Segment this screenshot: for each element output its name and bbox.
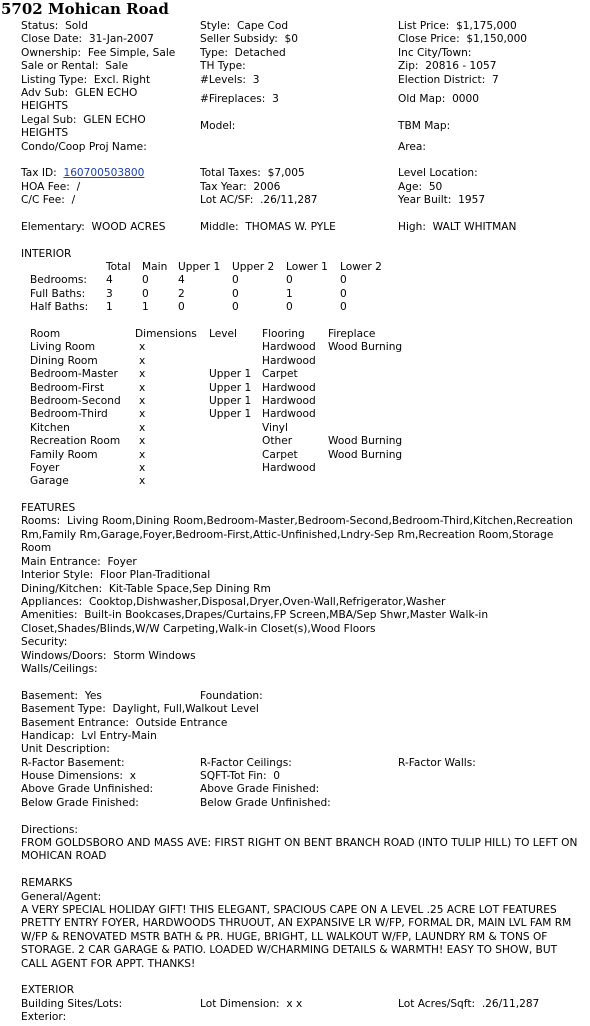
handicap-value: Lvl Entry-Main bbox=[81, 729, 157, 742]
col-header: Upper 2 bbox=[232, 261, 275, 274]
section-heading: FEATURES bbox=[21, 502, 76, 515]
above-grade-finished-label: Above Grade Finished: bbox=[200, 783, 320, 796]
fireplaces-value: 3 bbox=[272, 92, 279, 105]
cell: 4 bbox=[178, 274, 185, 287]
seller-subsidy-value: $0 bbox=[284, 33, 299, 46]
col-header: Lower 2 bbox=[340, 261, 382, 274]
room-name: Family Room bbox=[30, 448, 98, 461]
rfactor-ceilings-label: R-Factor Ceilings: bbox=[200, 756, 292, 769]
room-level: Upper 1 bbox=[209, 394, 252, 407]
col-header: Room bbox=[30, 328, 61, 341]
room-row bbox=[21, 341, 581, 354]
basement-row bbox=[21, 730, 581, 743]
exterior-section bbox=[21, 984, 581, 1024]
room-dimensions: x bbox=[139, 421, 146, 434]
col-header: Upper 1 bbox=[178, 261, 221, 274]
cell: 2 bbox=[178, 287, 185, 300]
cell: 0 bbox=[142, 274, 149, 287]
room-level: Upper 1 bbox=[209, 408, 252, 421]
tax-id-link[interactable]: 160700503800 bbox=[63, 167, 145, 180]
area-label: Area: bbox=[398, 140, 426, 153]
remarks-section bbox=[21, 877, 581, 971]
ownership-value: Fee Simple, Sale bbox=[87, 46, 176, 59]
room-dimensions: x bbox=[139, 408, 146, 421]
cell: 0 bbox=[340, 274, 347, 287]
room-flooring: Carpet bbox=[262, 448, 298, 461]
lot-acsf-value: .26/11,287 bbox=[260, 194, 318, 207]
room-name: Kitchen bbox=[30, 421, 70, 434]
room-name: Bedroom-Master bbox=[30, 368, 118, 381]
high-label: High: bbox=[398, 220, 426, 233]
feature-item bbox=[21, 515, 581, 555]
feature-value: Foyer bbox=[107, 555, 137, 568]
interior-section bbox=[21, 248, 581, 315]
total-taxes-value: $7,005 bbox=[267, 167, 305, 180]
feature-item bbox=[21, 569, 581, 582]
col-header: Total bbox=[106, 261, 131, 274]
lot-acres-value: .26/11,287 bbox=[481, 997, 540, 1010]
hoa-fee-value: / bbox=[76, 180, 81, 193]
rooms-table bbox=[21, 328, 581, 489]
room-row bbox=[21, 382, 581, 395]
age-value: 50 bbox=[428, 180, 443, 193]
col-header: Flooring bbox=[262, 328, 305, 341]
remarks-text: A VERY SPECIAL HOLIDAY GIFT! THIS ELEGANT, SPACIOUS CAPE ON A LEVEL .25 ACRE LOT FEATURES PRETTY ENTRY FOYER, HARDWOODS THRUOUT, AN EXPANSIVE LR W/FP, FORMAL DR, MAIN LVL FAM RM W/FP & RENOVATED MSTR BATH & PR. HUGE, BRIGHT, LL WALKOUT W/FP, LAUNDRY RM & TONS OF STORAGE. 2 CAR GARAGE & PATIO. LOADED W/CHARMING DETAILS & WARMTH! EASY TO SHOW, BUT CALL AGENT FOR APPT. THANKS! bbox=[21, 904, 572, 970]
row-label: Half Baths: bbox=[30, 301, 89, 314]
close-date-label: Close Date: bbox=[21, 33, 83, 46]
sqft-value: 0 bbox=[273, 770, 281, 783]
type-value: Detached bbox=[234, 46, 286, 59]
room-fireplace: Wood Burning bbox=[328, 448, 403, 461]
room-row bbox=[21, 408, 581, 421]
rfactor-walls-label: R-Factor Walls: bbox=[398, 756, 476, 769]
basement-type-label: Basement Type: bbox=[21, 703, 106, 716]
directions-label: Directions: bbox=[21, 823, 78, 836]
feature-label: Dining/Kitchen: bbox=[21, 582, 103, 595]
cell: 0 bbox=[286, 274, 293, 287]
close-date-value: 31-Jan-2007 bbox=[88, 33, 154, 46]
model-label: Model: bbox=[200, 119, 236, 132]
listing-detail bbox=[21, 20, 581, 1025]
room-name: Living Room bbox=[30, 341, 96, 354]
room-level: Upper 1 bbox=[209, 381, 252, 394]
close-price-value: $1,150,000 bbox=[466, 33, 528, 46]
room-row bbox=[21, 475, 581, 488]
legal-sub-value: GLEN ECHO HEIGHTS bbox=[21, 113, 146, 140]
basement-row bbox=[21, 783, 581, 796]
room-name: Garage bbox=[30, 475, 69, 488]
room-name: Foyer bbox=[30, 461, 60, 474]
row-label: Bedrooms: bbox=[30, 274, 88, 287]
interior-row bbox=[21, 274, 581, 287]
lot-acsf-label: Lot AC/SF: bbox=[200, 194, 254, 207]
cell: 0 bbox=[142, 287, 149, 300]
lot-dimension-value: x x bbox=[286, 997, 303, 1010]
cell: 0 bbox=[178, 301, 185, 314]
elementary-label: Elementary: bbox=[21, 220, 85, 233]
fireplaces-label: #Fireplaces: bbox=[200, 92, 266, 105]
tax-row bbox=[21, 167, 581, 180]
below-grade-finished-label: Below Grade Finished: bbox=[21, 796, 139, 809]
header-row bbox=[21, 141, 581, 154]
feature-value: Floor Plan-Traditional bbox=[99, 569, 211, 582]
room-flooring: Hardwood bbox=[262, 461, 316, 474]
cell: 0 bbox=[232, 301, 239, 314]
basement-entrance-value: Outside Entrance bbox=[135, 716, 228, 729]
feature-value: Cooktop,Dishwasher,Disposal,Dryer,Oven-Wall,Refrigerator,Washer bbox=[88, 595, 446, 608]
room-flooring: Hardwood bbox=[262, 354, 316, 367]
rooms-header-row bbox=[21, 328, 581, 341]
section-heading: INTERIOR bbox=[21, 247, 72, 260]
level-location-label: Level Location: bbox=[398, 167, 478, 180]
sale-rental-label: Sale or Rental: bbox=[21, 60, 99, 73]
lot-dimension-label: Lot Dimension: bbox=[200, 997, 280, 1010]
unit-description-label: Unit Description: bbox=[21, 743, 110, 756]
adv-sub-label: Adv Sub: bbox=[21, 86, 69, 99]
room-level: Upper 1 bbox=[209, 368, 252, 381]
election-district-value: 7 bbox=[492, 73, 499, 86]
seller-subsidy-label: Seller Subsidy: bbox=[200, 33, 278, 46]
cell: 0 bbox=[232, 287, 239, 300]
col-header: Dimensions bbox=[135, 328, 197, 341]
room-name: Recreation Room bbox=[30, 435, 121, 448]
sqft-label: SQFT-Tot Fin: bbox=[200, 770, 267, 783]
cc-fee-label: C/C Fee: bbox=[21, 194, 65, 207]
tax-row bbox=[21, 194, 581, 207]
levels-value: 3 bbox=[252, 73, 260, 86]
handicap-label: Handicap: bbox=[21, 729, 75, 742]
room-fireplace: Wood Burning bbox=[328, 341, 403, 354]
cell: 1 bbox=[142, 301, 149, 314]
header-fields bbox=[21, 20, 581, 154]
legal-sub-label: Legal Sub: bbox=[21, 113, 77, 126]
room-dimensions: x bbox=[139, 368, 146, 381]
room-flooring: Hardwood bbox=[262, 341, 316, 354]
above-grade-unfinished-label: Above Grade Unfinished: bbox=[21, 783, 154, 796]
col-header: Main bbox=[142, 261, 168, 274]
feature-item bbox=[21, 609, 581, 636]
basement-row bbox=[21, 797, 581, 810]
feature-label: Rooms: bbox=[21, 515, 61, 528]
high-value: WALT WHITMAN bbox=[432, 220, 517, 233]
room-row bbox=[21, 368, 581, 381]
room-fireplace: Wood Burning bbox=[328, 435, 403, 448]
header-row bbox=[21, 114, 581, 141]
room-name: Dining Room bbox=[30, 354, 98, 367]
middle-value: THOMAS W. PYLE bbox=[245, 220, 336, 233]
cell: 3 bbox=[106, 287, 113, 300]
schools-row bbox=[21, 221, 581, 234]
room-row bbox=[21, 449, 581, 462]
section-heading: EXTERIOR bbox=[21, 984, 75, 997]
directions-section bbox=[21, 824, 581, 864]
room-flooring: Hardwood bbox=[262, 408, 316, 421]
feature-label: Windows/Doors: bbox=[21, 649, 107, 662]
election-district-label: Election District: bbox=[398, 73, 486, 86]
features-section bbox=[21, 502, 581, 676]
room-flooring: Other bbox=[262, 435, 293, 448]
cell: 1 bbox=[106, 301, 113, 314]
header-row bbox=[21, 20, 581, 33]
col-header: Fireplace bbox=[328, 328, 376, 341]
levels-label: #Levels: bbox=[200, 73, 246, 86]
below-grade-unfinished-label: Below Grade Unfinished: bbox=[200, 796, 331, 809]
tax-row bbox=[21, 181, 581, 194]
house-dimensions-value: x bbox=[129, 770, 136, 783]
ownership-label: Ownership: bbox=[21, 46, 82, 59]
feature-label: Appliances: bbox=[21, 595, 83, 608]
section-heading: REMARKS bbox=[21, 877, 73, 890]
style-value: Cape Cod bbox=[236, 20, 289, 32]
room-dimensions: x bbox=[139, 475, 146, 488]
room-dimensions: x bbox=[139, 394, 146, 407]
feature-label: Amenities: bbox=[21, 609, 78, 622]
room-flooring: Hardwood bbox=[262, 381, 316, 394]
age-label: Age: bbox=[398, 180, 423, 193]
year-built-label: Year Built: bbox=[398, 194, 452, 207]
tax-year-value: 2006 bbox=[253, 180, 281, 193]
basement-type-value: Daylight, Full,Walkout Level bbox=[112, 703, 259, 716]
room-row bbox=[21, 395, 581, 408]
row-label: Full Baths: bbox=[30, 287, 86, 300]
interior-header-row bbox=[21, 261, 581, 274]
room-dimensions: x bbox=[139, 381, 146, 394]
listing-type-label: Listing Type: bbox=[21, 73, 88, 86]
room-flooring: Hardwood bbox=[262, 394, 316, 407]
directions-text: FROM GOLDSBORO AND MASS AVE: FIRST RIGHT ON BENT BRANCH ROAD (INTO TULIP HILL) TO LEFT ON MOHICAN ROAD bbox=[21, 837, 578, 863]
feature-value: Kit-Table Space,Sep Dining Rm bbox=[108, 582, 271, 595]
feature-item bbox=[21, 596, 581, 609]
room-row bbox=[21, 355, 581, 368]
room-flooring: Carpet bbox=[262, 368, 298, 381]
basement-row bbox=[21, 770, 581, 783]
zip-label: Zip: bbox=[398, 60, 419, 73]
feature-item bbox=[21, 650, 581, 663]
adv-sub-value: GLEN ECHO HEIGHTS bbox=[21, 86, 138, 113]
status-label: Status: bbox=[21, 20, 59, 32]
basement-entrance-label: Basement Entrance: bbox=[21, 716, 129, 729]
basement-row bbox=[21, 717, 581, 730]
listing-address-title: 5702 Mohican Road bbox=[1, 0, 169, 18]
header-row bbox=[21, 60, 581, 73]
col-header: Level bbox=[209, 328, 237, 341]
basement-label: Basement: bbox=[21, 689, 79, 702]
exterior-label: Exterior: bbox=[21, 1011, 67, 1024]
old-map-label: Old Map: bbox=[398, 92, 446, 105]
col-header: Lower 1 bbox=[286, 261, 328, 274]
room-name: Bedroom-Third bbox=[30, 408, 108, 421]
feature-item bbox=[21, 663, 581, 676]
basement-section bbox=[21, 690, 581, 811]
cc-fee-value: / bbox=[71, 194, 76, 207]
foundation-label: Foundation: bbox=[200, 689, 263, 702]
basement-row bbox=[21, 757, 581, 770]
year-built-value: 1957 bbox=[458, 194, 486, 207]
listing-type-value: Excl. Right bbox=[93, 73, 151, 86]
room-dimensions: x bbox=[139, 461, 146, 474]
room-dimensions: x bbox=[139, 448, 146, 461]
feature-label: Walls/Ceilings: bbox=[21, 662, 98, 675]
feature-item bbox=[21, 636, 581, 649]
lot-acres-label: Lot Acres/Sqft: bbox=[398, 997, 476, 1010]
condo-label: Condo/Coop Proj Name: bbox=[21, 140, 147, 153]
basement-row bbox=[21, 703, 581, 716]
basement-row bbox=[21, 743, 581, 756]
th-type-label: TH Type: bbox=[200, 60, 246, 73]
tax-fields bbox=[21, 167, 581, 207]
interior-row bbox=[21, 288, 581, 301]
feature-item bbox=[21, 556, 581, 569]
cell: 0 bbox=[340, 301, 347, 314]
feature-label: Main Entrance: bbox=[21, 555, 101, 568]
cell: 1 bbox=[286, 287, 293, 300]
header-row bbox=[21, 74, 581, 87]
exterior-row bbox=[21, 1011, 581, 1024]
feature-label: Interior Style: bbox=[21, 569, 94, 582]
feature-value: Storm Windows bbox=[113, 649, 196, 662]
room-name: Bedroom-Second bbox=[30, 394, 121, 407]
list-price-value: $1,175,000 bbox=[456, 20, 517, 32]
feature-label: Security: bbox=[21, 636, 68, 649]
room-row bbox=[21, 422, 581, 435]
close-price-label: Close Price: bbox=[398, 33, 460, 46]
room-dimensions: x bbox=[139, 435, 146, 448]
room-dimensions: x bbox=[139, 341, 146, 354]
tax-year-label: Tax Year: bbox=[200, 180, 247, 193]
exterior-row bbox=[21, 998, 581, 1011]
list-price-label: List Price: bbox=[398, 20, 450, 32]
type-label: Type: bbox=[200, 46, 228, 59]
house-dimensions-label: House Dimensions: bbox=[21, 770, 123, 783]
room-row bbox=[21, 435, 581, 448]
room-dimensions: x bbox=[139, 354, 146, 367]
inc-city-label: Inc City/Town: bbox=[398, 46, 472, 59]
old-map-value: 0000 bbox=[452, 92, 480, 105]
feature-value: Built-in Bookcases,Drapes/Curtains,FP Screen,MBA/Sep Shwr,Master Walk-in Closet,Shades/Blinds,W/W Carpeting,Walk-in Closet(s),Wood Floors bbox=[21, 609, 489, 635]
room-flooring: Vinyl bbox=[262, 421, 288, 434]
basement-row bbox=[21, 690, 581, 703]
building-sites-label: Building Sites/Lots: bbox=[21, 997, 123, 1010]
header-row bbox=[21, 47, 581, 60]
tbm-map-label: TBM Map: bbox=[398, 119, 451, 132]
cell: 0 bbox=[232, 274, 239, 287]
interior-row bbox=[21, 301, 581, 314]
feature-value: Living Room,Dining Room,Bedroom-Master,Bedroom-Second,Bedroom-Third,Kitchen,Recreation Rm,Family Rm,Garage,Foyer,Bedroom-First,Attic-Unfinished,Lndry-Sep Rm,Recreation Room,Storage Room bbox=[21, 515, 573, 555]
basement-value: Yes bbox=[84, 689, 102, 702]
cell: 0 bbox=[340, 287, 347, 300]
hoa-fee-label: HOA Fee: bbox=[21, 180, 70, 193]
rfactor-basement-label: R-Factor Basement: bbox=[21, 756, 125, 769]
remarks-label: General/Agent: bbox=[21, 890, 102, 903]
zip-value: 20816 - 1057 bbox=[425, 60, 497, 73]
style-label: Style: bbox=[200, 20, 231, 32]
cell: 4 bbox=[106, 274, 113, 287]
elementary-value: WOOD ACRES bbox=[91, 220, 166, 233]
room-name: Bedroom-First bbox=[30, 381, 105, 394]
cell: 0 bbox=[286, 301, 293, 314]
total-taxes-label: Total Taxes: bbox=[200, 167, 261, 180]
sale-rental-value: Sale bbox=[105, 60, 128, 73]
tax-id-label: Tax ID: bbox=[21, 167, 57, 180]
room-row bbox=[21, 462, 581, 475]
header-row bbox=[21, 87, 581, 114]
status-value: Sold bbox=[65, 20, 88, 32]
middle-label: Middle: bbox=[200, 220, 239, 233]
header-row bbox=[21, 33, 581, 46]
feature-item bbox=[21, 583, 581, 596]
